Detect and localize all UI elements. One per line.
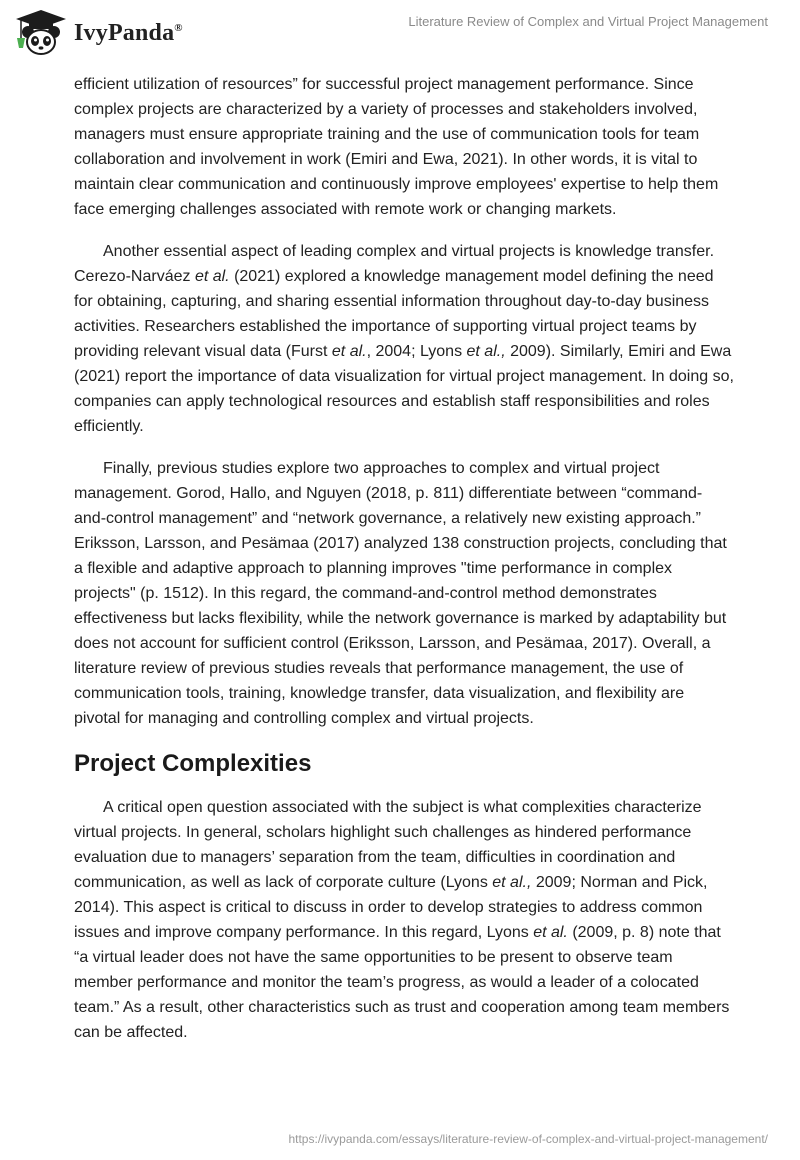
text-run: 2009). Similarly, Emiri and Ewa (2021) report the importance of data visualization for virtual project management. In doing so, companies can apply technological resources and establish staff responsibilities and roles efficiently. — [74, 343, 734, 435]
text-run: 2009; Norman and Pick, 2014). This aspect is critical to discuss in order to develop strategies to address common issues and improve company performance. In this regard, Lyons — [74, 874, 708, 941]
brand-logo[interactable] — [14, 8, 183, 58]
registered-mark: ® — [174, 21, 183, 34]
brand-text: IvyPanda — [74, 19, 175, 46]
text-run: , 2004; Lyons — [366, 343, 467, 360]
italic-run: et al. — [331, 343, 367, 360]
essay-body — [74, 72, 734, 1062]
text-run: (2021) explored a knowledge management model defining the need for obtaining, capturing, and sharing essential information throughout day-to-day business activities. Researchers established the importance of supporting virtual project teams by providing relevant visual data (Furst — [74, 268, 714, 360]
paragraph-3: Finally, previous studies explore two approaches to complex and virtual project management. Gorod, Hallo, and Nguyen (2018, p. 811) differentiate between “command-and-control management” and “network governance, a relatively new existing approach.” Eriksson, Larsson, and Pesämaa (2017) analyzed 138 construction projects, concluding that a flexible and adaptive approach to planning improves "time performance in complex projects" (p. 1512). In this regard, the command-and-control method demonstrates effectiveness but lacks flexibility, while the network governance is marked by adaptability but does not account for sufficient control (Eriksson, Larsson, and Pesämaa, 2017). Overall, a literature review of previous studies reveals that performance management, the use of communication tools, training, knowledge transfer, data visualization, and flexibility are pivotal for managing and controlling complex and virtual projects. — [74, 460, 727, 727]
italic-run: et al., — [466, 343, 506, 360]
paragraph-1: efficient utilization of resources” for successful project management performance. Since complex projects are characterized by a variety of processes and stakeholders involved, managers must ensure appropriate training and the use of communication tools for team collaboration and involvement in work (Emiri and Ewa, 2021). In other words, it is vital to maintain clear communication and continuously improve employees' expertise to help them face emerging challenges associated with remote work or changing markets. — [74, 76, 719, 218]
paragraph-2 — [74, 239, 734, 439]
page-header — [0, 0, 800, 70]
panda-graduate-icon — [14, 8, 68, 58]
section-heading: Project Complexities — [74, 750, 312, 777]
text-run: A critical open question associated with the subject is what complexities characterize virtual projects. In general, scholars highlight such challenges as hindered performance evaluation due to managers’ separation from the team, difficulties in coordination and communication, as well as lack of corporate culture (Lyons — [74, 799, 702, 891]
italic-run: et al. — [194, 268, 230, 285]
brand-name — [74, 20, 183, 47]
italic-run: et al., — [492, 874, 532, 891]
text-run: Another essential aspect of leading complex and virtual projects is knowledge transfer. Cerezo-Narváez — [74, 243, 715, 285]
italic-run: et al. — [533, 924, 568, 941]
document-title: Literature Review of Complex and Virtual Project Management — [408, 14, 768, 29]
paragraph-4 — [74, 795, 734, 1045]
text-run: (2009, p. 8) note that “a virtual leader does not have the same opportunities to be present to observe team member performance and monitor the team’s progress, as would a leader of a colocated team.” As a result, other characteristics such as trust and cooperation among team members can be affected. — [74, 924, 730, 1041]
source-url[interactable]: https://ivypanda.com/essays/literature-review-of-complex-and-virtual-project-management/ — [288, 1132, 768, 1146]
